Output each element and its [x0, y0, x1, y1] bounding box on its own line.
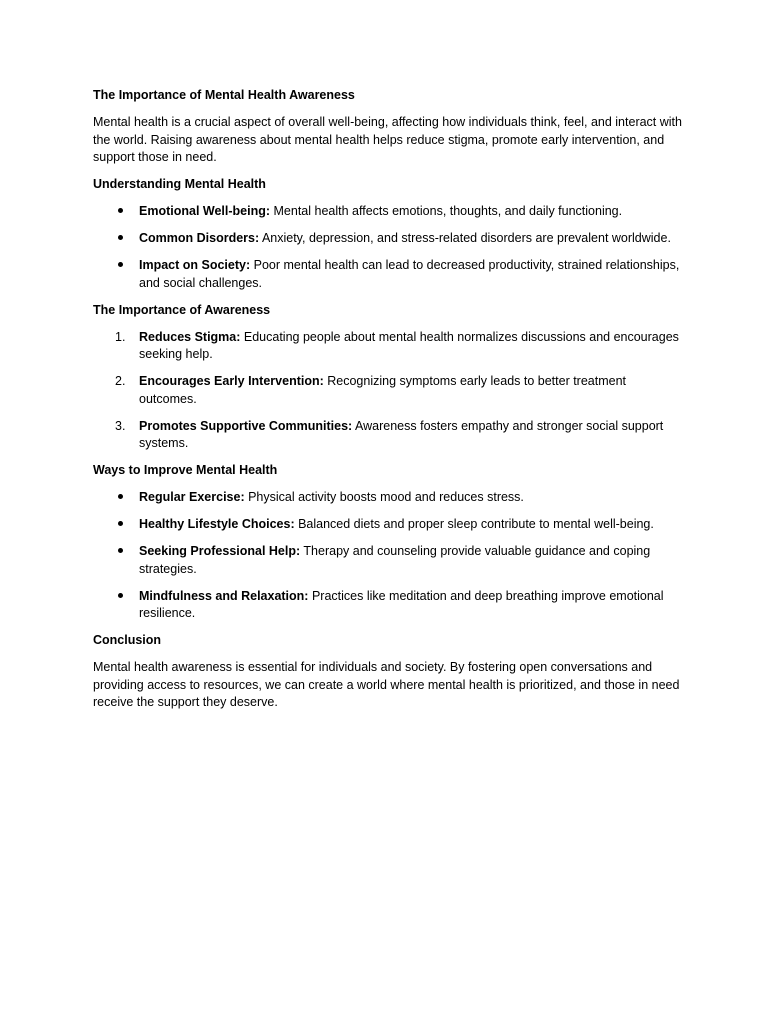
item-term: Emotional Well-being:: [139, 204, 271, 218]
item-text: Practices like meditation and deep breathing improve emotional resilience.: [139, 588, 664, 620]
item-number: 1.: [115, 329, 126, 344]
item-term: Seeking Professional Help:: [139, 544, 301, 558]
bullet-icon: [115, 230, 125, 248]
section-heading-ways: Ways to Improve Mental Health: [93, 463, 278, 477]
item-text: Balanced diets and proper sleep contribute to mental well-being.: [294, 517, 654, 531]
item-term: Encourages Early Intervention:: [139, 374, 324, 388]
item-term: Reduces Stigma:: [139, 329, 241, 344]
section-heading-conclusion: Conclusion: [93, 633, 162, 647]
document-title: The Importance of Mental Health Awareness: [93, 88, 355, 102]
section-heading-understanding: Understanding Mental Health: [93, 177, 266, 191]
bullet-icon: [115, 489, 125, 507]
list-item: [93, 257, 683, 292]
section-heading-awareness: The Importance of Awareness: [93, 302, 271, 317]
list-item: [93, 373, 683, 408]
intro-paragraph: Mental health is a crucial aspect of overall well-being, affecting how individuals think, feel, and interact with the world. Raising awareness about mental health helps reduce stigma, promote early intervention, and support those in need.: [93, 115, 682, 164]
bullet-icon: [115, 203, 125, 221]
bullet-icon: [115, 516, 125, 534]
understanding-list: [93, 203, 683, 292]
list-item: [93, 516, 683, 534]
item-text: Educating people about mental health normalizes discussions and encourages seeking help.: [139, 329, 679, 361]
bullet-icon: [115, 588, 125, 606]
item-text: Awareness fosters empathy and stronger social support systems.: [139, 418, 664, 450]
item-term: Promotes Supportive Communities:: [139, 418, 353, 433]
item-number: 2.: [115, 374, 126, 388]
item-text: Recognizing symptoms early leads to better treatment outcomes.: [139, 374, 627, 406]
item-term: Impact on Society:: [139, 258, 251, 272]
item-text: Physical activity boosts mood and reduces stress.: [244, 490, 524, 504]
list-item: [93, 230, 683, 248]
item-term: Common Disorders:: [139, 231, 260, 245]
list-item: [93, 543, 683, 578]
item-term: Regular Exercise:: [139, 490, 245, 504]
list-item: [93, 329, 683, 364]
list-item: [93, 203, 683, 221]
list-item: [93, 588, 683, 623]
ways-list: [93, 489, 683, 623]
list-item: [93, 489, 683, 507]
item-text: Mental health affects emotions, thoughts, and daily functioning.: [270, 204, 623, 218]
document-page: [93, 87, 683, 721]
item-text: Therapy and counseling provide valuable guidance and coping strategies.: [139, 544, 651, 576]
item-term: Healthy Lifestyle Choices:: [139, 517, 295, 531]
bullet-icon: [115, 543, 125, 561]
item-term: Mindfulness and Relaxation:: [139, 588, 309, 603]
bullet-icon: [115, 257, 125, 275]
list-item: [93, 418, 683, 453]
awareness-list: [93, 329, 683, 453]
item-number: 3.: [115, 418, 126, 433]
item-text: Anxiety, depression, and stress-related disorders are prevalent worldwide.: [259, 231, 671, 245]
item-text: Poor mental health can lead to decreased productivity, strained relationships, and social challenges.: [139, 258, 680, 290]
conclusion-paragraph: Mental health awareness is essential for individuals and society. By fostering open conversations and providing access to resources, we can create a world where mental health is prioritized, and those in need receive the support they deserve.: [93, 660, 680, 709]
